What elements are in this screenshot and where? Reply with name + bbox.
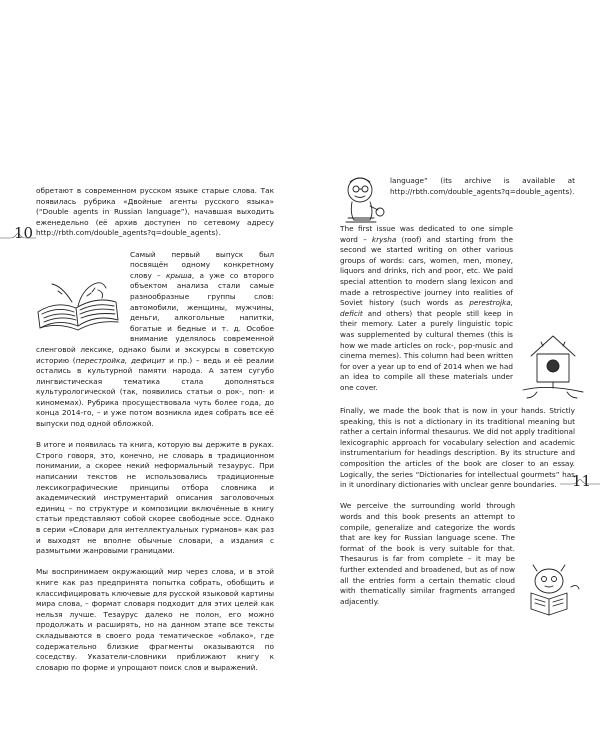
example-words: перестройка, дефицит [75,355,166,365]
paragraph: The first issue was dedicated to one simple word – krysha (roof) and starting from the second we started writing on other various groups of words: cars, women, men, money, liquors and drinks, rich and poor, etc. We paid special attention to modern slang lexicon and made a retrospective journey into realities of Soviet history (such words as perestrojka, deficit and others) that people still keep in their memory. Later a purely linguistic topic was supplemented by cultural themes (this is how we made articles on rock-, pop-music and cinema memes). This column had been written for over a year up to end of 2014 when we had an idea to compile all these materials under one cover. [340,224,575,394]
paragraph: Самый первый выпуск был посвящён одному конкретному слову – крыша, а уже со второго объектом анализа стали самые разнообразные группы слов: автомобили, женщины, мужчины, деньги, алкогольные напитки, богатые и бедные и т. д. Особое внимание уделялось современной сленговой лексике, однако были и экскурсы в советскую историю (перестройка, дефицит и пр.) – ведь и её реалии остались в культурной памяти народа. А затем сугубо лингвистическая тематика стала дополняться культурологической (так, появились статьи о рок-, поп- и киномемах). Рубрика просуществовала чуть более года, до конца 2014-го, – и уже потом возникла идея собрать все её выпуски под одной обложкой. [36,250,274,430]
example-words: perestrojka, deficit [340,298,513,318]
paragraph: Мы воспринимаем окружающий мир через слова, и в этой книге как раз предпринята попытка собрать, обобщить и классифицировать ключевые для русской языковой картины мира слова, – формат словаря подходит для этих целей как нельзя лучше. Тезаурус далеко не полон, его можно продолжать и расширять, но на данном этапе все тексты складываются в своего рода тематическое «облако», где содержательно близкие фрагменты оказываются по соседству. Указатели-словники приближают книгу к словарю по форме и упрощают поиск слов и выражений. [36,567,274,672]
paragraph: language” (its archive is available at http://rbth.com/double_agents?q=double_agents). [340,176,575,197]
page-number-right: 11 [572,472,592,490]
birdhouse-illustration [517,326,589,406]
page-number-left: 10 [14,224,34,242]
right-page-text [340,176,575,621]
paragraph: Finally, we made the book that is now in your hands. Strictly speaking, this is not a dictionary in its traditional meaning but rather a certain informal thesaurus. We did not apply traditional lexicographic approach for vocabulary selection and academic instrumentarium for headings description. By its structure and composition the articles of the book are closer to an essay. Logically, the series “Dictionaries for intellectual gourmets” has in it unordinary dictionaries with unclear genre boundaries. [340,406,575,490]
reading-creature-illustration [519,557,585,621]
paragraph: В итоге и появилась та книга, которую вы держите в руках. Строго говоря, это, конечно, не словарь в традиционном понимании, а скорее некий неформальный тезаурус. При написании текстов не использовались традиционные лексикографические принципы отбора словника и академический инструментарий описания заголовочных единиц – по структуре и композиции включённые в книгу статьи представляют собой скорее свободные эссе. Однако в серии «Словари для интеллектуальных гурманов» как раз и выходят не вполне обычные словари, а издания с размытыми жанровыми границами. [36,440,274,556]
example-word: krysha [371,234,397,244]
example-word: крыша [165,270,192,280]
paragraph: We perceive the surrounding world through words and this book presents an attempt to compile, generalize and categorize the words that are key for Russian language scene. The format of the book is very suitable for that. Thesaurus is far from complete – it may be further extended and broadened, but as of now all the entries form a certain thematic cloud with thematically similar fragments arranged adjacently. [340,501,575,607]
open-book-illustration [32,272,124,342]
paragraph: обретают в современном русском языке старые слова. Так появилась рубрика «Двойные агенты русского языка» (“Double agents in Russian language”), начавшая выходить еженедельно (её архив доступен по сетевому адресу http://rbth.com/double_agents?q=double_agents). [36,186,274,238]
boy-with-magnifier-illustration [340,172,386,224]
left-page-text [36,186,274,684]
